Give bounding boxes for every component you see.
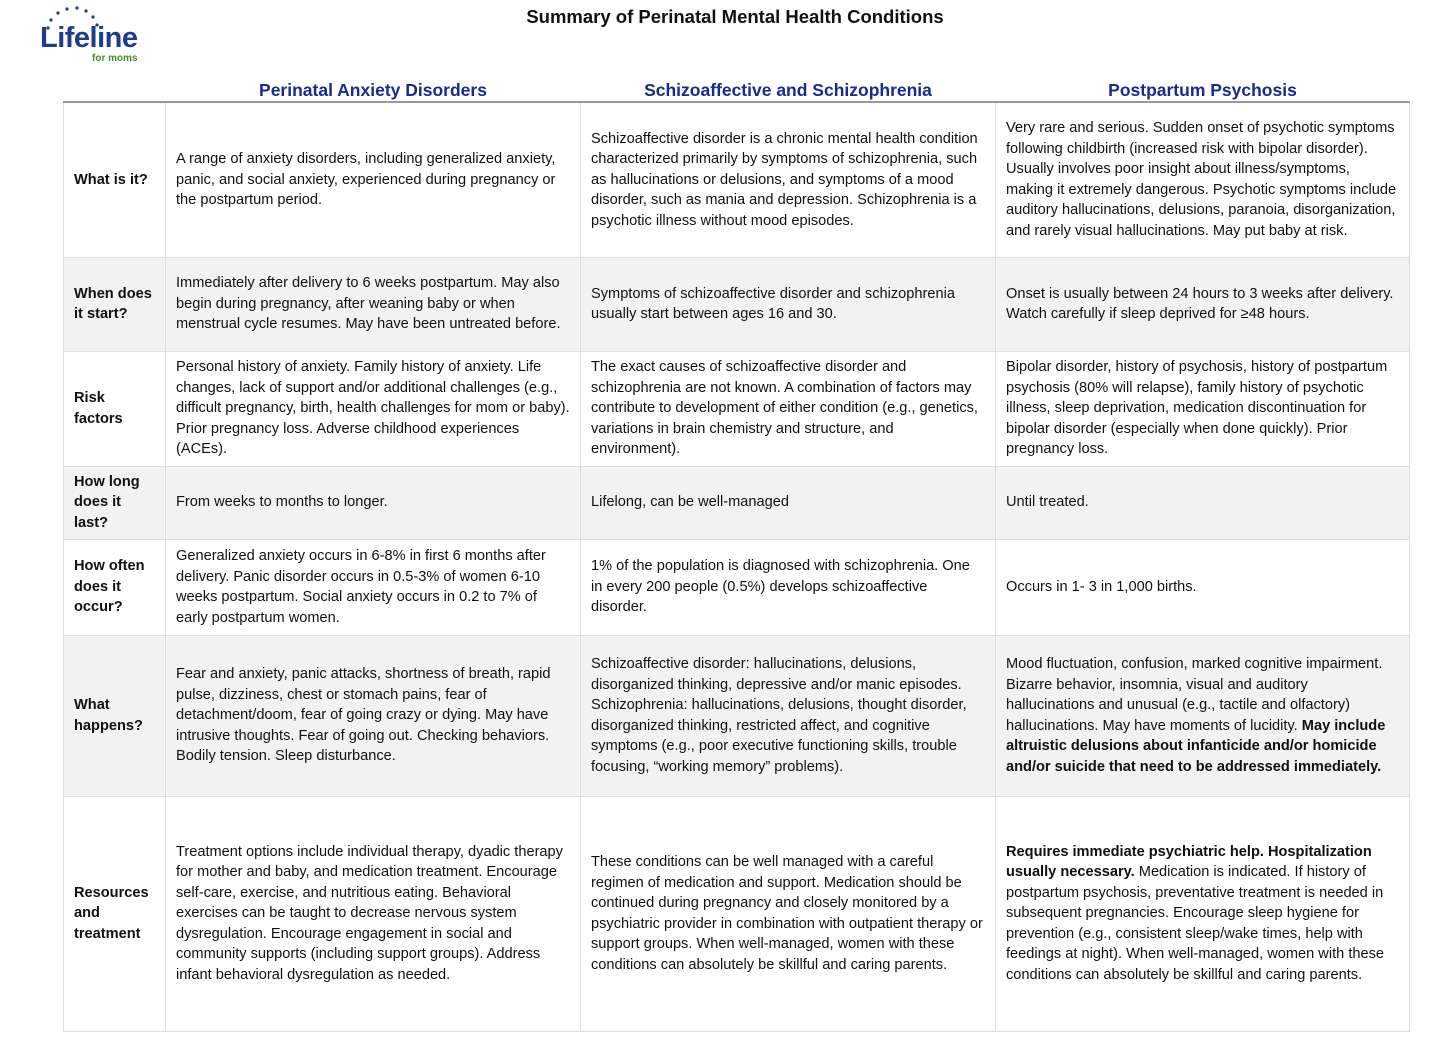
table-cell (581, 257, 996, 351)
cell-text: Until treated. (1006, 494, 1089, 511)
table-cell (166, 635, 581, 796)
table-cell (996, 635, 1410, 796)
cell-text: Personal history of anxiety. Family history of anxiety. Life changes, lack of support and/or additional challenges (e.g., difficult pregnancy, birth, health challenges for mom or baby). Prior pregnancy loss. Adverse childhood experiences (ACEs). (176, 359, 570, 458)
page-title: Summary of Perinatal Mental Health Conditions (526, 6, 944, 27)
cell-text: From weeks to months to longer. (176, 494, 388, 511)
row-label: When does it start? (64, 257, 166, 351)
cell-text: Occurs in 1- 3 in 1,000 births. (1006, 578, 1197, 595)
table-row (64, 635, 1410, 796)
table-cell (166, 102, 581, 257)
cell-text: Generalized anxiety occurs in 6-8% in first 6 months after delivery. Panic disorder occurs in 0.5-3% of women 6-10 weeks postpartum. Social anxiety occurs in 0.2 to 7% of early postpartum women. (176, 548, 546, 626)
table-row (64, 539, 1410, 635)
table-cell (166, 796, 581, 1031)
cell-text: Bipolar disorder, history of psychosis, history of postpartum psychosis (80% will relapse), family history of psychotic illness, sleep deprivation, medication discontinuation for bipolar disorder (especially when done quickly). Prior pregnancy loss. (1006, 359, 1388, 458)
cell-text: Treatment options include individual therapy, dyadic therapy for mother and baby, and medication treatment. Encourage self-care, exercise, and nutritious eating. Behavioral exercises can be taught to decrease nervous system dysregulation. Encourage engagement in social and community supports (including support groups). Address infant behavioral dysregulation as needed. (176, 843, 563, 983)
table-cell (581, 466, 996, 539)
cell-text: Medication is indicated. If history of postpartum psychosis, preventative treatment is needed in subsequent pregnancies. Encourage sleep hygiene for prevention (e.g., consistent sleep/wake times, help with feedings at night). When well-managed, women with these conditions can absolutely be skillful and caring parents. (1006, 864, 1385, 983)
column-header: Perinatal Anxiety Disorders (166, 78, 581, 102)
cell-text: These conditions can be well managed with a careful regimen of medication and support. Medication should be continued during pregnancy and closely monitored by a psychiatric provider in combination with outpatient therapy or support groups. When well-managed, women with these conditions can absolutely be skillful and caring parents. (591, 854, 983, 973)
header-row (64, 78, 1410, 102)
bold-text: Requires immediate psychiatric help. Hospitalization usually necessary. (1006, 843, 1372, 881)
column-header: Postpartum Psychosis (996, 78, 1410, 102)
table-row (64, 466, 1410, 539)
table-cell (166, 466, 581, 539)
cell-text: Lifelong, can be well-managed (591, 494, 789, 511)
cell-text: Onset is usually between 24 hours to 3 weeks after delivery. Watch carefully if sleep deprived for ≥48 hours. (1006, 285, 1394, 322)
cell-text: Schizoaffective disorder: hallucinations, delusions, disorganized thinking, depressive and/or manic episodes. Schizophrenia: hallucinations, delusions, thought disorder, disorganized thinking, restricted affect, and cognitive symptoms (e.g., poor executive functioning skills, trouble focusing, “working memory” problems). (591, 656, 967, 775)
cell-text: Fear and anxiety, panic attacks, shortness of breath, rapid pulse, dizziness, chest or stomach pains, fear of detachment/doom, fear of going crazy or dying. May have intrusive thoughts. Fear of going out. Checking behaviors. Bodily tension. Sleep disturbance. (176, 666, 551, 765)
table-cell (581, 539, 996, 635)
cell-text: 1% of the population is diagnosed with schizophrenia. One in every 200 people (0.5%) develops schizoaffective disorder. (591, 558, 970, 616)
table-cell (996, 539, 1410, 635)
table-cell (166, 539, 581, 635)
cell-text: Immediately after delivery to 6 weeks postpartum. May also begin during pregnancy, after weaning baby or when menstrual cycle resumes. May have been untreated before. (176, 275, 561, 333)
table-cell (996, 466, 1410, 539)
table-cell (996, 102, 1410, 257)
row-label: Risk factors (64, 351, 166, 466)
conditions-table (63, 78, 1410, 1032)
column-header: Schizoaffective and Schizophrenia (581, 78, 996, 102)
cell-text: Mood fluctuation, confusion, marked cognitive impairment. Bizarre behavior, insomnia, visual and auditory hallucinations and unusual (e.g., tactile and olfactory) hallucinations. May have moments of lucidity. (1006, 656, 1383, 734)
cell-text: Symptoms of schizoaffective disorder and schizophrenia usually start between ages 16 and 30. (591, 285, 955, 322)
bold-text: May include altruistic delusions about infanticide and/or homicide and/or suicide that need to be addressed immediately. (1006, 717, 1386, 775)
cell-text: A range of anxiety disorders, including generalized anxiety, panic, and social anxiety, experienced during pregnancy or the postpartum period. (176, 151, 556, 208)
row-label: Resources and treatment (64, 796, 166, 1031)
table-cell (581, 102, 996, 257)
logo-wordmark: Lifeline (40, 22, 138, 54)
row-label: What happens? (64, 635, 166, 796)
table-cell (581, 351, 996, 466)
header-empty (64, 78, 166, 102)
table-cell (996, 796, 1410, 1031)
cell-text: Schizoaffective disorder is a chronic mental health condition characterized primarily by symptoms of schizophrenia, such as hallucinations or delusions, and symptoms of a mood disorder, such as mania and depression. Schizophrenia is a psychotic illness without mood episodes. (591, 130, 978, 229)
cell-text: Very rare and serious. Sudden onset of psychotic symptoms following childbirth (increased risk with bipolar disorder). Usually involves poor insight about illness/symptoms, making it extremely dangerous. Psychotic symptoms include auditory hallucinations, delusions, paranoia, disorganization, and rarely visual hallucinations. May put baby at risk. (1006, 120, 1397, 239)
table-row (64, 796, 1410, 1031)
table-cell (581, 635, 996, 796)
table-row (64, 257, 1410, 351)
table-cell (996, 257, 1410, 351)
table-cell (996, 351, 1410, 466)
row-label: How long does it last? (64, 466, 166, 539)
table-row (64, 102, 1410, 257)
table-cell (581, 796, 996, 1031)
table-cell (166, 257, 581, 351)
cell-text: The exact causes of schizoaffective disorder and schizophrenia are not known. A combination of factors may contribute to development of either condition (e.g., genetics, variations in brain chemistry and structure, and environment). (591, 359, 978, 458)
row-label: How often does it occur? (64, 539, 166, 635)
table-row (64, 351, 1410, 466)
logo-tagline: for moms (92, 53, 138, 64)
row-label: What is it? (64, 102, 166, 257)
table-cell (166, 351, 581, 466)
